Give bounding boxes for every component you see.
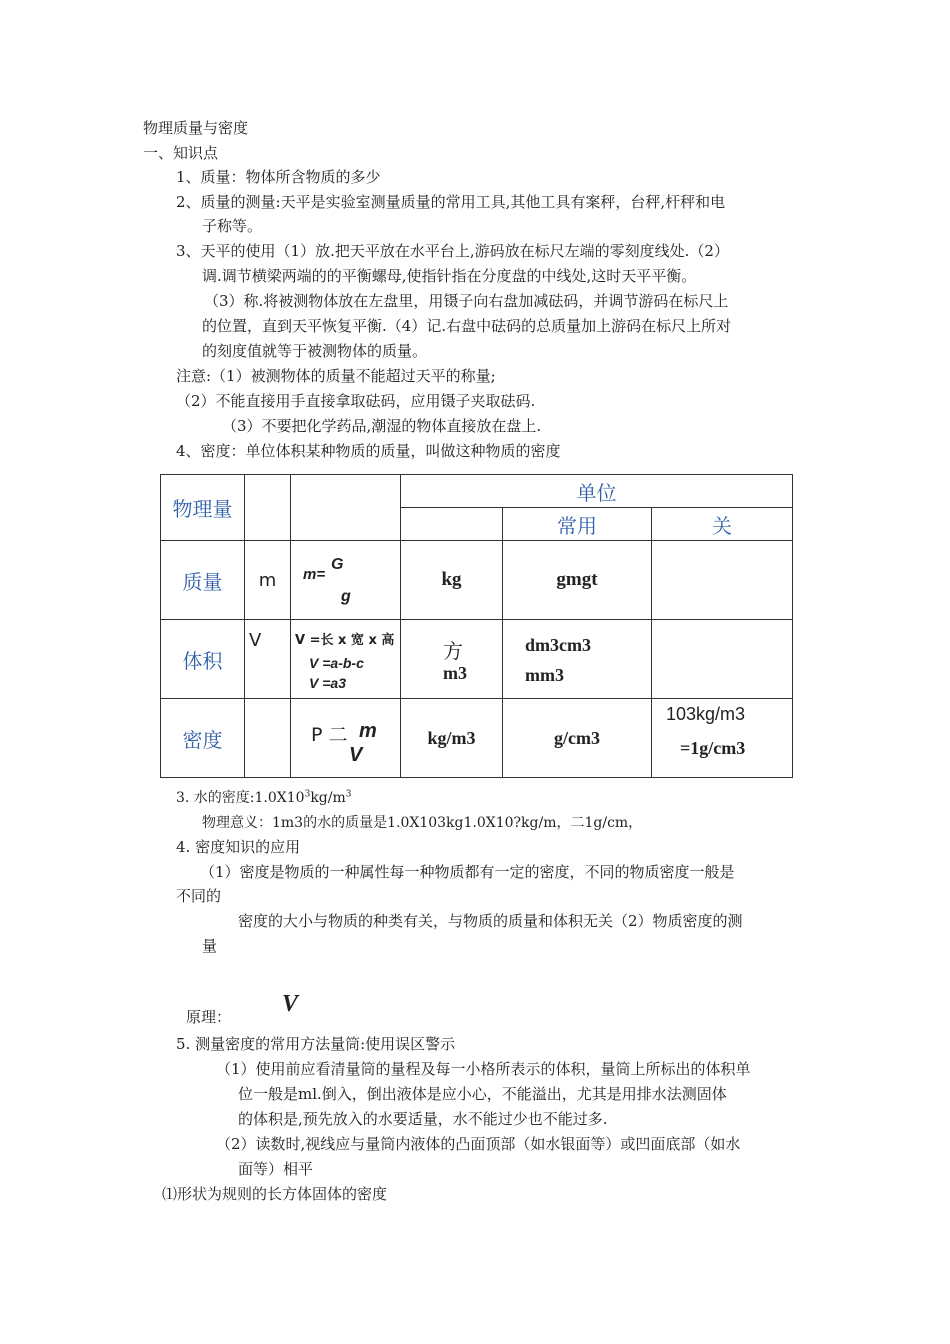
section-heading: 4. 密度知识的应用 bbox=[176, 838, 301, 856]
mass-si-unit: kg bbox=[401, 541, 503, 620]
paragraph: （3）称.将被测物体放在左盘里，用镊子向右盘加减砝码，并调节游码在标尺上 bbox=[204, 292, 729, 310]
density-table bbox=[160, 474, 793, 778]
paragraph: 的位置，直到天平恢复平衡.（4）记.右盘中砝码的总质量加上游码在标尺上所对 bbox=[202, 317, 732, 335]
paragraph: （2）读数时,视线应与量筒内液体的凸面顶部（如水银面等）或凹面底部（如水 bbox=[216, 1135, 741, 1153]
header-quantity: 物理量 bbox=[161, 475, 245, 541]
row-label-mass: 质量 bbox=[161, 541, 245, 620]
paragraph: 面等）相平 bbox=[238, 1160, 314, 1178]
header-relation: 关 bbox=[652, 508, 793, 541]
density-common-unit: g/cm3 bbox=[503, 699, 652, 778]
paragraph: 位一般是ml.倒入，倒出液体是应小心，不能溢出，尤其是用排水法测固体 bbox=[238, 1085, 727, 1103]
density-formula: P 二 m V bbox=[291, 699, 401, 778]
header-common: 常用 bbox=[503, 508, 652, 541]
principle-symbol: V bbox=[282, 991, 299, 1017]
paragraph: （1）使用前应看清量筒的量程及每一小格所表示的体积，量筒上所标出的体积单 bbox=[216, 1060, 751, 1078]
paragraph: 4、密度：单位体积某种物质的质量，叫做这种物质的密度 bbox=[176, 442, 561, 460]
volume-common-unit: dm3cm3 mm3 bbox=[503, 620, 652, 699]
paragraph: 密度的大小与物质的种类有关，与物质的质量和体积无关（2）物质密度的测 bbox=[238, 912, 743, 930]
paragraph: 的刻度值就等于被测物体的质量。 bbox=[202, 342, 428, 360]
density-relation: 103kg/m3 =1g/cm3 bbox=[652, 699, 793, 778]
paragraph: （1）密度是物质的一种属性每一种物质都有一定的密度，不同的物质密度一般是 bbox=[200, 863, 735, 881]
physical-meaning: 物理意义：1m3的水的质量是1.0X103kg1.0X10?kg/m，二1g/cm， bbox=[202, 815, 643, 831]
volume-si-unit: 方 m3 bbox=[401, 620, 503, 699]
paragraph: 2、质量的测量:天平是实验室测量质量的常用工具,其他工具有案秤，台秤,杆秤和电 bbox=[176, 193, 726, 211]
mass-formula: m= G g bbox=[291, 541, 401, 620]
paragraph: 的体积是,预先放入的水要适量，水不能过少也不能过多. bbox=[238, 1110, 608, 1128]
paragraph: 子称等。 bbox=[202, 217, 263, 235]
paragraph: 1、质量：物体所含物质的多少 bbox=[176, 168, 381, 186]
water-density: 3. 水的密度$:1.0X10^3kg/m^3$ bbox=[176, 789, 352, 806]
paragraph: 3、天平的使用（1）放.把天平放在水平台上,游码放在标尺左端的零刻度线处.（2） bbox=[176, 242, 729, 260]
row-label-volume: 体积 bbox=[161, 620, 245, 699]
paragraph: ⑴形状为规则的长方体固体的密度 bbox=[162, 1185, 388, 1203]
row-label-density: 密度 bbox=[161, 699, 245, 778]
section-heading: 一、知识点 bbox=[143, 144, 219, 162]
note: （2）不能直接用手直接拿取砝码，应用镊子夹取砝码. bbox=[176, 392, 536, 410]
principle-label: 原理： bbox=[186, 1008, 232, 1026]
header-unit: 单位 bbox=[401, 475, 793, 508]
mass-symbol: m bbox=[245, 541, 291, 620]
mass-common-unit: gmgt bbox=[503, 541, 652, 620]
volume-formula: V =长 x 宽 x 高 V =a-b-c V =a3 bbox=[291, 620, 401, 699]
section-heading: 5. 测量密度的常用方法量筒:使用误区警示 bbox=[176, 1035, 456, 1053]
paragraph: 调.调节横梁两端的的平衡螺母,使指针指在分度盘的中线处,这时天平平衡。 bbox=[202, 267, 697, 285]
paragraph: 不同的 bbox=[176, 887, 222, 905]
page-title: 物理质量与密度 bbox=[143, 119, 249, 137]
note: （3）不要把化学药品,潮湿的物体直接放在盘上. bbox=[222, 417, 542, 435]
density-si-unit: kg/m3 bbox=[401, 699, 503, 778]
volume-symbol: V bbox=[245, 620, 291, 699]
paragraph: 量 bbox=[202, 937, 218, 955]
note: 注意:（1）被测物体的质量不能超过天平的称量; bbox=[176, 367, 496, 385]
